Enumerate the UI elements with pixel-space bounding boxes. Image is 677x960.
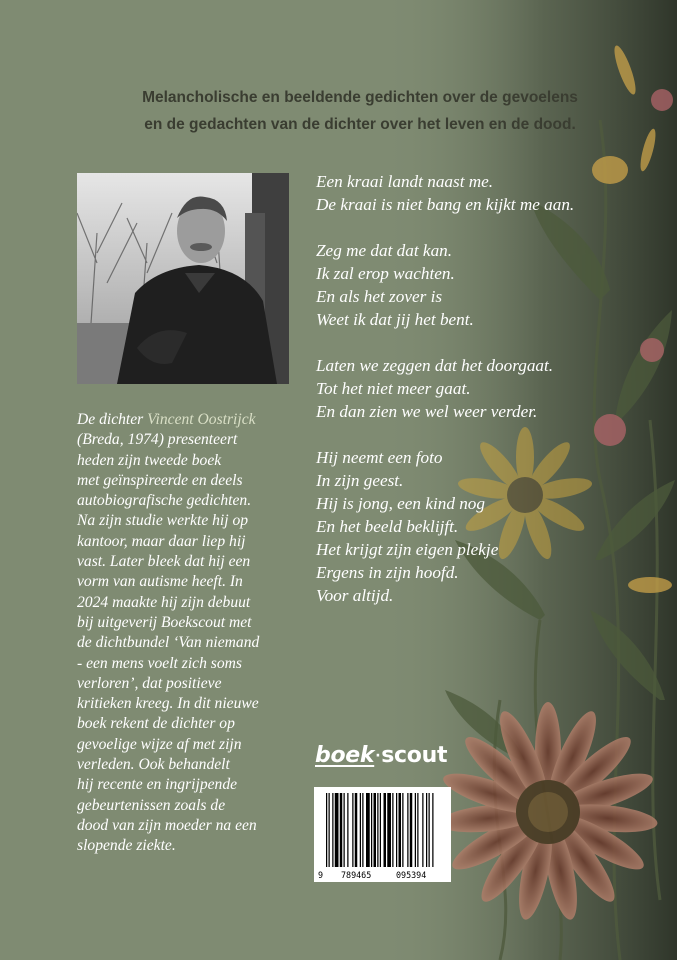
poem-line: Een kraai landt naast me. (316, 172, 494, 191)
barcode-bar (410, 793, 413, 867)
barcode-digit-first: 9 (318, 870, 324, 880)
poem-line: Laten we zeggen dat het doorgaat. (316, 356, 554, 375)
bio-line: bij uitgeverij Boekscout met (77, 613, 252, 631)
barcode-bar (360, 793, 361, 867)
barcode-bar (344, 793, 345, 867)
author-name: Vincent Oostrijck (147, 411, 256, 428)
bio-line: - een mens voelt zich soms (77, 654, 242, 672)
barcode-bar (402, 793, 403, 867)
bio-line: verloren’, dat positieve (77, 674, 222, 692)
barcode-bar (415, 793, 416, 867)
barcode-bar (429, 793, 430, 867)
poem-line: Hij neemt een foto (316, 448, 443, 467)
bio-line: gebeurtenissen zoals de (77, 796, 226, 814)
poem-stanza (316, 354, 656, 423)
barcode-bar (422, 793, 423, 867)
barcode-bar (374, 793, 377, 867)
poem-line: Voor altijd. (316, 586, 394, 605)
bio-line: (Breda, 1974) presenteert (77, 431, 238, 449)
barcode-bar (380, 793, 381, 867)
barcode-bar (340, 793, 343, 867)
barcode-bar (352, 793, 353, 867)
barcode-bar (426, 793, 427, 867)
bio-line: dood van zijn moeder na een (77, 816, 257, 834)
bio-line: hij recente en ingrijpende (77, 776, 238, 794)
barcode-bar (392, 793, 393, 867)
bio-line (77, 410, 307, 430)
poem-line: Ergens in zijn hoofd. (316, 563, 459, 582)
barcode-bar (396, 793, 397, 867)
bio-line: de dichtbundel ‘Van niemand (77, 634, 260, 652)
publisher-logo (315, 743, 447, 768)
barcode-bar (371, 793, 372, 867)
tagline (80, 84, 640, 138)
barcode-bar (332, 793, 333, 867)
author-photo (77, 173, 289, 384)
barcode-bar (417, 793, 418, 867)
poem-line: Ik zal erop wachten. (316, 264, 455, 283)
poem-line: En dan zien we wel weer verder. (316, 402, 538, 421)
tagline-line-2: en de gedachten van de dichter over het leven en de dood. (144, 116, 576, 133)
poem-line: En het beeld beklijft. (316, 517, 459, 536)
bio-line: slopende ziekte. (77, 837, 176, 855)
author-biography (77, 410, 307, 857)
bio-line: vorm van autisme heeft. In (77, 573, 243, 591)
barcode-bar (326, 793, 327, 867)
poem-line: De kraai is niet bang en kijkt me aan. (316, 195, 575, 214)
bio-prefix: De dichter (77, 411, 148, 428)
poem-excerpt (316, 170, 656, 630)
bio-line: Na zijn studie werkte hij op (77, 512, 249, 530)
barcode-bar (432, 793, 433, 867)
barcode-bar (329, 793, 330, 867)
tagline-line-1: Melancholische en beeldende gedichten over de gevoelens (142, 89, 578, 106)
logo-part-boek: boek (315, 743, 375, 768)
bio-line: gevoelige wijze af met zijn (77, 735, 242, 753)
bio-line: boek rekent de dichter op (77, 715, 235, 733)
logo-dot: · (375, 748, 381, 764)
poem-line: Hij is jong, een kind nog (316, 494, 485, 513)
poem-stanza (316, 446, 656, 607)
barcode-bar (399, 793, 402, 867)
bio-line: vast. Later bleek dat hij een (77, 553, 251, 571)
bio-line: verleden. Ook behandelt (77, 756, 230, 774)
poem-line: Tot het niet meer gaat. (316, 379, 471, 398)
barcode-bar (355, 793, 358, 867)
poem-line: Weet ik dat jij het bent. (316, 310, 474, 329)
barcode-bar (366, 793, 370, 867)
poem-line: In zijn geest. (316, 471, 404, 490)
poem-line: Zeg me dat dat kan. (316, 241, 453, 260)
barcode-bars (314, 787, 451, 882)
barcode-bar (362, 793, 363, 867)
barcode-bar (387, 793, 391, 867)
bio-line: kantoor, maar daar liep hij (77, 532, 246, 550)
barcode-bar (347, 793, 348, 867)
poem-line: Het krijgt zijn eigen plekje (316, 540, 499, 559)
poem-stanza (316, 170, 656, 216)
bio-line: heden zijn tweede boek (77, 451, 222, 469)
barcode-digits-left: 789465 (341, 870, 372, 880)
poem-stanza (316, 239, 656, 331)
barcode-bar (377, 793, 378, 867)
bio-line: autobiografische gedichten. (77, 492, 252, 510)
bio-line: met geïnspireerde en deels (77, 471, 243, 489)
bio-line: kritieken kreeg. In dit nieuwe (77, 695, 259, 713)
barcode-bar (407, 793, 408, 867)
barcode-digits-right: 095394 (396, 870, 427, 880)
bio-line: 2024 maakte hij zijn debuut (77, 593, 251, 611)
logo-part-scout: scout (381, 743, 448, 768)
barcode-bar (335, 793, 339, 867)
barcode-bar (384, 793, 387, 867)
isbn-barcode (314, 787, 451, 882)
poem-line: En als het zover is (316, 287, 443, 306)
